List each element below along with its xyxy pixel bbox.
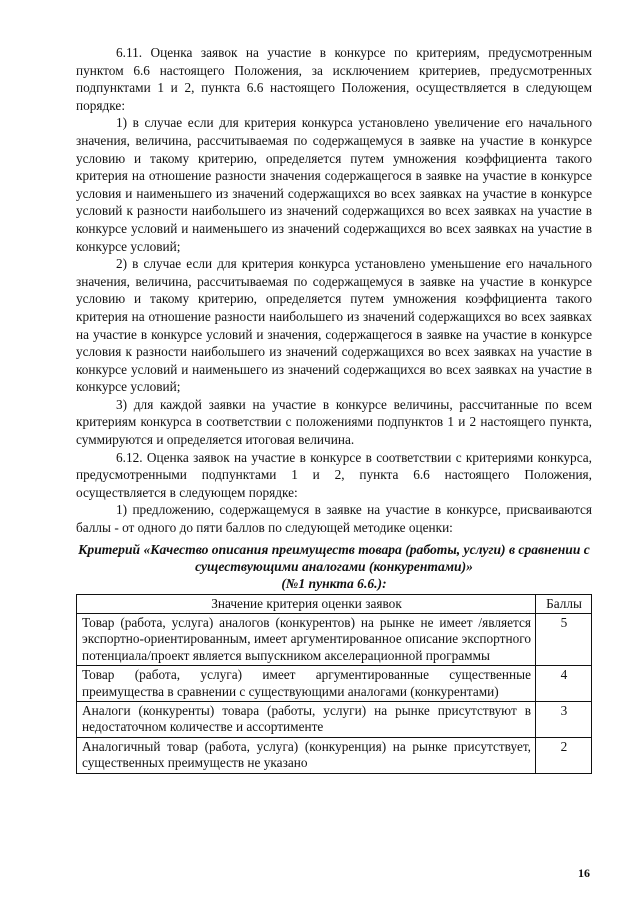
header-criterion-value: Значение критерия оценки заявок (77, 594, 536, 613)
row-description: Аналогичный товар (работа, услуга) (конкуренция) на рынке присутствует, существенных преимуществ не указано (77, 737, 536, 773)
paragraph-6-11-item-3: 3) для каждой заявки на участие в конкурсе величины, рассчитанные по всем критериям конкурса в соответствии с положениями подпунктов 1 и 2 настоящего пункта, суммируются и определяется итоговая величина. (76, 396, 592, 448)
row-score: 3 (536, 702, 592, 738)
criterion-heading-line1: Критерий «Качество описания преимуществ товара (работы, услуги) в сравнении с существующими аналогами (конкурентами)» (78, 541, 590, 574)
document-body (76, 44, 592, 774)
table-row (77, 614, 592, 666)
page-number: 16 (578, 866, 590, 880)
row-description: Товар (работа, услуга) аналогов (конкурентов) на рынке не имеет /является экспортно-ориентированным, имеет аргументированное описание экспортного потенциала/проект является выпускником акселерационной программы (77, 614, 536, 666)
paragraph-6-11: 6.11. Оценка заявок на участие в конкурсе по критериям, предусмотренным пунктом 6.6 настоящего Положения, за исключением критериев, предусмотренных подпунктами 1 и 2, пункта 6.6 настоящего Положения, осуществляется в следующем порядке: (76, 45, 592, 113)
table-row (77, 666, 592, 702)
table-row (77, 702, 592, 738)
row-description: Аналоги (конкуренты) товара (работы, услуги) на рынке присутствуют в недостаточном количестве и ассортименте (77, 702, 536, 738)
paragraph-6-11-item-2: 2) в случае если для критерия конкурса установлено уменьшение его начального значения, величина, рассчитываемая по содержащемуся в заявке на участие в конкурсе условию и такому критерию, определяется путем умножения коэффициента такого критерия на отношение разности наибольшего из значений содержащихся во всех заявках на участие в конкурсе условий и значения, содержащегося в заявке на участие в конкурсе условия к разности наибольшего из значений содержащихся во всех заявках на участие в конкурсе условий и наименьшего из значений содержащихся во всех заявках на участие в конкурсе условий; (76, 256, 592, 395)
row-score: 5 (536, 614, 592, 666)
table-row (77, 737, 592, 773)
criterion-heading-line2: (№1 пункта 6.6.): (281, 575, 387, 591)
paragraph-6-12: 6.12. Оценка заявок на участие в конкурсе в соответствии с критериями конкурса, предусмотренными подпунктами 1 и 2, пункта 6.6 настоящего Положения, осуществляется в следующем порядке: (76, 449, 592, 500)
paragraph-6-11-item-1: 1) в случае если для критерия конкурса установлено увеличение его начального значения, величина, рассчитываемая по содержащемуся в заявке на участие в конкурсе условию и такому критерию, определяется путем умножения коэффициента такого критерия на отношение разности значения содержащегося в заявке на участие в конкурсе условия и наименьшего из значений содержащихся во всех заявках на участие в конкурсе условий к разности наибольшего из значений содержащихся во всех заявках на участие в конкурсе условий и наименьшего из значений содержащихся во всех заявках на участие в конкурсе условий; (76, 115, 592, 254)
row-description: Товар (работа, услуга) имеет аргументированные существенные преимущества в сравнении с существующими аналогами (конкурентами) (77, 666, 536, 702)
table-header-row (77, 594, 592, 613)
paragraph-6-12-item-1: 1) предложению, содержащемуся в заявке на участие в конкурсе, присваиваются баллы - от одного до пяти баллов по следующей методике оценки: (76, 502, 592, 536)
row-score: 4 (536, 666, 592, 702)
row-score: 2 (536, 737, 592, 773)
header-score: Баллы (536, 594, 592, 613)
criterion-heading (76, 541, 592, 592)
criteria-table (76, 594, 592, 774)
